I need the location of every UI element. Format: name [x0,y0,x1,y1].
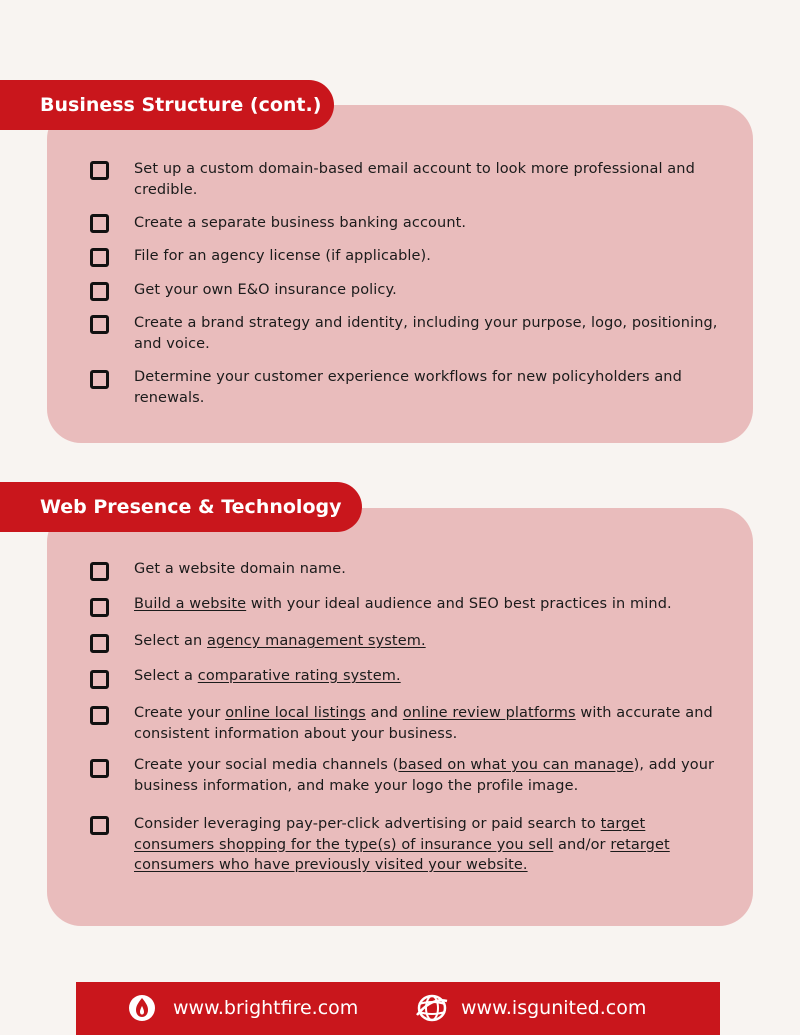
checkbox[interactable] [90,759,109,778]
checkbox[interactable] [90,370,109,389]
online-local-listings-link[interactable]: online local listings [225,705,366,721]
checklist-item: Get your own E&O insurance policy. [134,282,397,298]
checklist-item: Create a brand strategy and identity, including your purpose, logo, positioning, and voice. [134,315,718,352]
comparative-rating-system-link[interactable]: comparative rating system. [197,668,401,684]
checklist-item: Select an agency management system. [134,633,426,649]
social-media-guide-link[interactable]: based on what you can manage [398,757,634,773]
checkbox[interactable] [90,161,109,180]
build-website-link[interactable]: Build a website [134,596,247,612]
checkbox[interactable] [90,598,109,617]
checklist-item: Determine your customer experience workflows for new policyholders and renewals. [134,369,682,406]
section-header-business-structure: Business Structure (cont.) [0,80,334,130]
checkbox[interactable] [90,248,109,267]
checkbox[interactable] [90,670,109,689]
brightfire-link[interactable]: www.brightfire.com [173,997,359,1019]
checkbox[interactable] [90,706,109,725]
checkbox[interactable] [90,282,109,301]
checkbox[interactable] [90,634,109,653]
checklist-item: Select a comparative rating system. [134,668,401,684]
footer-bar [76,982,720,1035]
checkbox[interactable] [90,816,109,835]
section-header-web-presence: Web Presence & Technology [0,482,362,532]
checklist-item: Get a website domain name. [134,561,346,577]
checklist-item: Create your social media channels (based on what you can manage), add your business information, and make your logo the profile image. [134,757,715,794]
checkbox[interactable] [90,214,109,233]
flame-icon [128,994,156,1022]
checklist-item: File for an agency license (if applicable). [134,248,432,264]
isgunited-link[interactable]: www.isgunited.com [461,997,647,1019]
checklist-item: Set up a custom domain-based email account to look more professional and credible. [134,161,695,198]
globe-icon [416,993,448,1023]
checkbox[interactable] [90,562,109,581]
target-consumers-link[interactable]: target consumers shopping for the type(s) of insurance you sell [134,816,646,853]
agency-management-system-link[interactable]: agency management system. [207,633,426,649]
retarget-consumers-link[interactable]: retarget consumers who have previously visited your website. [134,836,670,873]
checklist-item: Create your online local listings and online review platforms with accurate and consistent information about your business. [134,705,713,742]
checklist-item: Build a website with your ideal audience and SEO best practices in mind. [134,596,672,612]
online-review-platforms-link[interactable]: online review platforms [402,705,576,721]
checklist-item: Create a separate business banking account. [134,215,467,231]
checkbox[interactable] [90,315,109,334]
checklist-item: Consider leveraging pay-per-click advertising or paid search to target consumers shopping for the type(s) of insurance you sell and/or retarget consumers who have previously visited your website. [134,816,670,873]
